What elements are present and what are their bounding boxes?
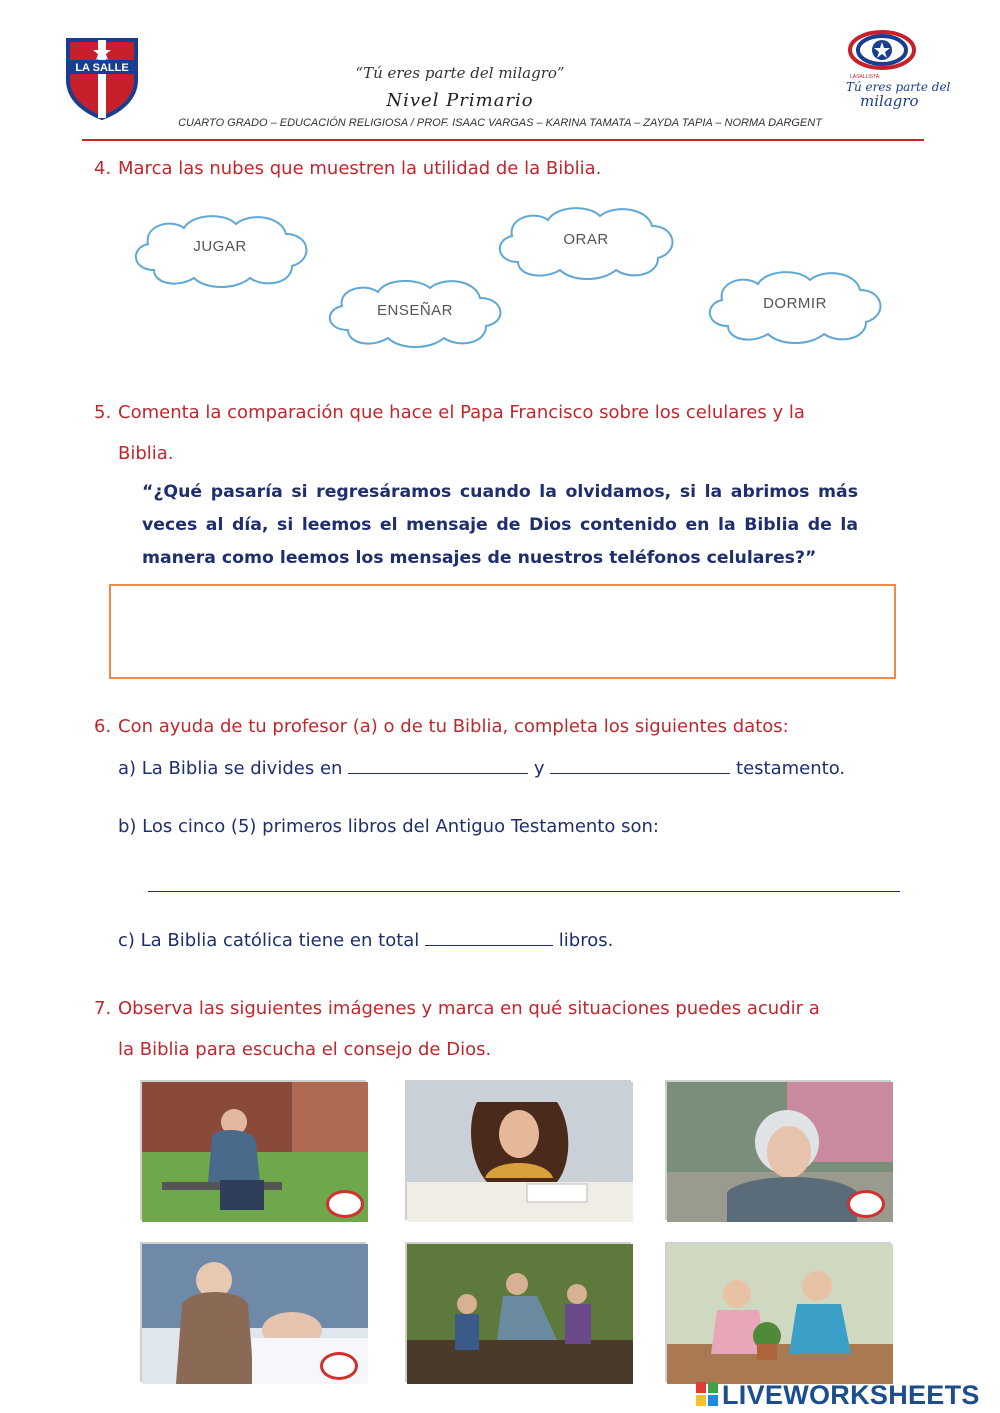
question-5-text-line2: Biblia. xyxy=(118,443,174,464)
question-6 xyxy=(94,706,789,747)
cloud-option-orar[interactable] xyxy=(490,200,682,284)
question-6a-prefix: a) La Biblia se divides en xyxy=(118,758,343,779)
question-6-text: Con ayuda de tu profesor (a) o de tu Biblia, completa los siguientes datos: xyxy=(118,716,789,737)
cloud-label-ensenar: ENSEÑAR xyxy=(376,302,454,319)
photo-elderly-woman-window xyxy=(665,1080,891,1220)
photo-girl-writing xyxy=(405,1080,631,1220)
level-title: Nivel Primario xyxy=(386,90,534,111)
question-5-number: 5. xyxy=(94,402,112,423)
answer-box-q5[interactable] xyxy=(109,584,896,679)
svg-text:LA SALLE: LA SALLE xyxy=(75,62,129,74)
pope-quote: “¿Qué pasaría si regresáramos cuando la olvidamos, si la abrimos más veces al día, si leemos el mensaje de Dios contenido en la Biblia de la manera como leemos los mensajes de nuestros teléfonos celulares?” xyxy=(142,482,858,568)
la-salle-shield-logo xyxy=(64,36,140,120)
checkbox-circle-3[interactable] xyxy=(847,1190,885,1218)
blank-6a-first[interactable] xyxy=(348,760,528,774)
question-7-number: 7. xyxy=(94,998,112,1019)
question-6c xyxy=(118,930,613,951)
cloud-label-orar: ORAR xyxy=(563,231,609,248)
question-6-number: 6. xyxy=(94,716,112,737)
cloud-label-dormir: DORMIR xyxy=(763,295,827,312)
logo-text-line1: Tú eres parte del xyxy=(846,80,951,94)
question-5-text-line1: Comenta la comparación que hace el Papa Francisco sobre los celulares y la xyxy=(118,402,805,423)
photo-girl-and-mother-plants xyxy=(665,1242,891,1382)
staff-line: CUARTO GRADO – EDUCACIÓN RELIGIOSA / PROF. ISAAC VARGAS – KARINA TAMATA – ZAYDA TAPIA – NORMA DARGENT xyxy=(178,117,822,129)
question-4-text: Marca las nubes que muestren la utilidad de la Biblia. xyxy=(118,158,602,179)
question-4-number: 4. xyxy=(94,158,112,179)
question-5 xyxy=(94,392,894,474)
blank-6a-second[interactable] xyxy=(550,760,730,774)
cloud-option-ensenar[interactable] xyxy=(320,274,510,350)
question-6c-prefix: c) La Biblia católica tiene en total xyxy=(118,930,420,951)
blank-6c[interactable] xyxy=(425,932,553,946)
header-motto: “Tú eres parte del milagro” xyxy=(355,64,565,82)
question-7 xyxy=(94,988,894,1070)
question-7-text-line1: Observa las siguientes imágenes y marca en qué situaciones puedes acudir a xyxy=(118,998,820,1019)
question-4 xyxy=(94,148,601,189)
checkbox-circle-4[interactable] xyxy=(320,1352,358,1380)
photo-sad-man-bench xyxy=(140,1080,366,1220)
question-6b: b) Los cinco (5) primeros libros del Antiguo Testamento son: xyxy=(118,816,659,837)
photo-elderly-man-hospital xyxy=(140,1242,366,1382)
question-6a-middle: y xyxy=(533,758,545,779)
blank-6b-line[interactable] xyxy=(148,891,900,892)
checkbox-circle-1[interactable] xyxy=(326,1190,364,1218)
liveworksheets-label: LIVEWORKSHEETS xyxy=(722,1380,980,1410)
question-6c-suffix: libros. xyxy=(558,930,614,951)
liveworksheets-watermark xyxy=(696,1378,996,1410)
question-6a-suffix: testamento. xyxy=(736,758,846,779)
liveworksheets-badge-icon xyxy=(696,1382,718,1406)
milagro-eye-logo xyxy=(846,28,951,124)
logo-small-label: LASALLISTA: xyxy=(850,74,881,80)
cloud-label-jugar: JUGAR xyxy=(193,238,247,255)
header-divider xyxy=(82,139,924,141)
photo-family-planting-tree xyxy=(405,1242,631,1382)
question-6a xyxy=(118,758,845,779)
cloud-option-jugar[interactable] xyxy=(126,208,314,292)
question-7-text-line2: la Biblia para escucha el consejo de Dios. xyxy=(118,1039,492,1060)
cloud-option-dormir[interactable] xyxy=(700,264,890,348)
logo-text-line2: milagro xyxy=(860,92,919,110)
